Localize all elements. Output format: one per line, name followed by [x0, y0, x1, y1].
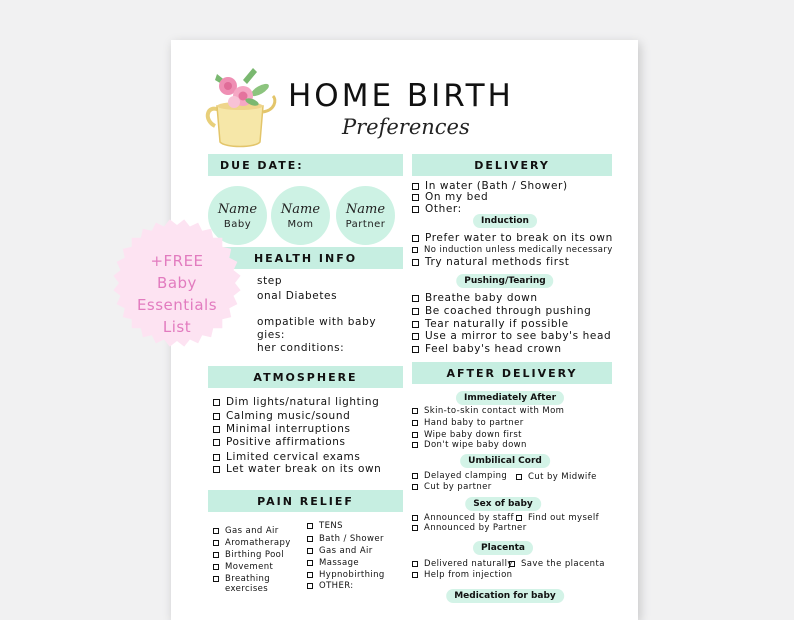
atmosphere-item[interactable]: Let water break on its own	[213, 463, 381, 475]
checkbox[interactable]	[516, 515, 522, 521]
name-placeholder: Name	[217, 201, 258, 217]
atmosphere-title: ATMOSPHERE	[253, 370, 358, 384]
sex-item[interactable]: Announced by staff	[412, 513, 514, 523]
checkbox[interactable]	[307, 523, 313, 529]
placenta-item[interactable]: Help from injection	[412, 570, 512, 580]
pushing-pill: Pushing/Tearing	[456, 274, 553, 288]
checkbox[interactable]	[213, 552, 219, 558]
immediately-item[interactable]: Don't wipe baby down	[412, 440, 527, 450]
checkbox[interactable]	[412, 473, 418, 479]
checkbox[interactable]	[412, 247, 418, 253]
placenta-pill: Placenta	[473, 541, 533, 555]
role-label: Baby	[223, 218, 252, 230]
checkbox[interactable]	[412, 346, 419, 353]
pushing-item[interactable]: Be coached through pushing	[412, 305, 591, 317]
pain-item[interactable]: OTHER:	[307, 581, 354, 591]
checkbox[interactable]	[213, 413, 220, 420]
badge-line: Baby	[157, 274, 197, 292]
cord-item[interactable]: Delayed clamping	[412, 471, 507, 481]
checkbox[interactable]	[412, 442, 418, 448]
promo-badge[interactable]	[112, 250, 242, 338]
name-placeholder: Name	[345, 201, 386, 217]
after-delivery-title: AFTER DELIVERY	[446, 366, 578, 380]
checkbox[interactable]	[412, 525, 418, 531]
checkbox[interactable]	[412, 515, 418, 521]
health-item[interactable]: step	[257, 275, 283, 287]
umbilical-cord-pill: Umbilical Cord	[460, 454, 550, 468]
cord-item[interactable]: Cut by partner	[412, 482, 492, 492]
pain-item[interactable]: Gas and Air	[213, 526, 279, 536]
checkbox[interactable]	[307, 560, 313, 566]
checkbox[interactable]	[412, 259, 419, 266]
name-circle-partner	[336, 186, 395, 245]
induction-item[interactable]: Try natural methods first	[412, 256, 569, 268]
checkbox[interactable]	[412, 235, 419, 242]
pain-item[interactable]: Hypnobirthing	[307, 570, 385, 580]
checkbox[interactable]	[307, 572, 313, 578]
health-item[interactable]: ompatible with baby	[257, 316, 377, 328]
checkbox[interactable]	[412, 206, 419, 213]
pain-item[interactable]: TENS	[307, 521, 343, 531]
checkbox[interactable]	[412, 308, 419, 315]
pain-item-continued: exercises	[225, 584, 269, 594]
after-delivery-bar	[412, 362, 612, 384]
checkbox[interactable]	[213, 528, 219, 534]
delivery-item[interactable]: In water (Bath / Shower)	[412, 180, 568, 192]
checkbox[interactable]	[412, 321, 419, 328]
checkbox[interactable]	[516, 474, 522, 480]
role-label: Mom	[287, 218, 314, 230]
role-label: Partner	[345, 218, 386, 230]
badge-line: Essentials	[136, 296, 218, 314]
health-item[interactable]: her conditions:	[257, 342, 345, 354]
teapot-flowers-illustration	[205, 60, 277, 150]
checkbox[interactable]	[307, 583, 313, 589]
checkbox[interactable]	[213, 454, 220, 461]
pushing-item[interactable]: Breathe baby down	[412, 292, 538, 304]
pain-item[interactable]: Aromatherapy	[213, 538, 291, 548]
badge-line: List	[162, 318, 192, 336]
checkbox[interactable]	[412, 183, 419, 190]
immediately-item[interactable]: Skin-to-skin contact with Mom	[412, 406, 564, 416]
checkbox[interactable]	[412, 295, 419, 302]
atmosphere-item[interactable]: Minimal interruptions	[213, 423, 351, 435]
sex-item[interactable]: Announced by Partner	[412, 523, 527, 533]
checkbox[interactable]	[307, 548, 313, 554]
checkbox[interactable]	[412, 408, 418, 414]
health-info-title: HEALTH INFO	[253, 251, 358, 265]
checkbox[interactable]	[213, 576, 219, 582]
checkbox[interactable]	[509, 561, 515, 567]
immediately-item[interactable]: Hand baby to partner	[412, 418, 524, 428]
checkbox[interactable]	[213, 399, 220, 406]
delivery-item[interactable]: Other:	[412, 203, 462, 215]
atmosphere-item[interactable]: Positive affirmations	[213, 436, 346, 448]
pushing-item[interactable]: Tear naturally if possible	[412, 318, 569, 330]
checkbox[interactable]	[412, 432, 418, 438]
checkbox[interactable]	[412, 333, 419, 340]
pain-item[interactable]: Breathing	[213, 574, 270, 584]
pain-item[interactable]: Gas and Air	[307, 546, 373, 556]
medication-pill: Medication for baby	[446, 589, 564, 603]
cord-item[interactable]: Cut by Midwife	[516, 472, 597, 482]
delivery-title: DELIVERY	[474, 158, 550, 172]
name-placeholder: Name	[280, 201, 321, 217]
health-item[interactable]: gies:	[257, 329, 286, 341]
page-subtitle: Preferences	[342, 115, 470, 139]
checkbox[interactable]	[213, 426, 220, 433]
induction-pill: Induction	[473, 214, 537, 228]
name-circle-mom	[271, 186, 330, 245]
checkbox[interactable]	[412, 194, 419, 201]
delivery-bar	[412, 154, 612, 176]
pushing-item[interactable]: Feel baby's head crown	[412, 343, 562, 355]
pushing-item[interactable]: Use a mirror to see baby's head	[412, 330, 611, 342]
atmosphere-bar	[208, 366, 403, 388]
pain-item[interactable]: Bath / Shower	[307, 534, 384, 544]
checkbox[interactable]	[213, 564, 219, 570]
checkbox[interactable]	[412, 561, 418, 567]
pain-item[interactable]: Birthing Pool	[213, 550, 284, 560]
induction-item[interactable]: No induction unless medically necessary	[412, 245, 613, 255]
checkbox[interactable]	[412, 484, 418, 490]
checkbox[interactable]	[412, 420, 418, 426]
checkbox[interactable]	[213, 439, 220, 446]
health-item[interactable]: onal Diabetes	[257, 290, 338, 302]
immediately-item[interactable]: Wipe baby down first	[412, 430, 522, 440]
badge-line: +FREE	[150, 252, 204, 270]
pain-item[interactable]: Movement	[213, 562, 273, 572]
placenta-item[interactable]: Save the placenta	[509, 559, 605, 569]
sex-item[interactable]: Find out myself	[516, 513, 599, 523]
atmosphere-item[interactable]: Calming music/sound	[213, 410, 350, 422]
immediately-after-pill: Immediately After	[456, 391, 564, 405]
page-title: HOME BIRTH	[288, 78, 514, 114]
due-date-bar	[208, 154, 403, 176]
sex-of-baby-pill: Sex of baby	[465, 497, 541, 511]
checkbox[interactable]	[307, 536, 313, 542]
pain-relief-bar	[208, 490, 403, 512]
induction-item[interactable]: Prefer water to break on its own	[412, 232, 613, 244]
checkbox[interactable]	[213, 540, 219, 546]
atmosphere-item[interactable]: Limited cervical exams	[213, 451, 360, 463]
atmosphere-item[interactable]: Dim lights/natural lighting	[213, 396, 379, 408]
placenta-item[interactable]: Delivered naturally	[412, 559, 513, 569]
checkbox[interactable]	[213, 466, 220, 473]
delivery-item[interactable]: On my bed	[412, 191, 488, 203]
checkbox[interactable]	[412, 572, 418, 578]
pain-relief-title: PAIN RELIEF	[257, 494, 354, 508]
due-date-label: DUE DATE:	[220, 158, 304, 172]
pain-item[interactable]: Massage	[307, 558, 359, 568]
